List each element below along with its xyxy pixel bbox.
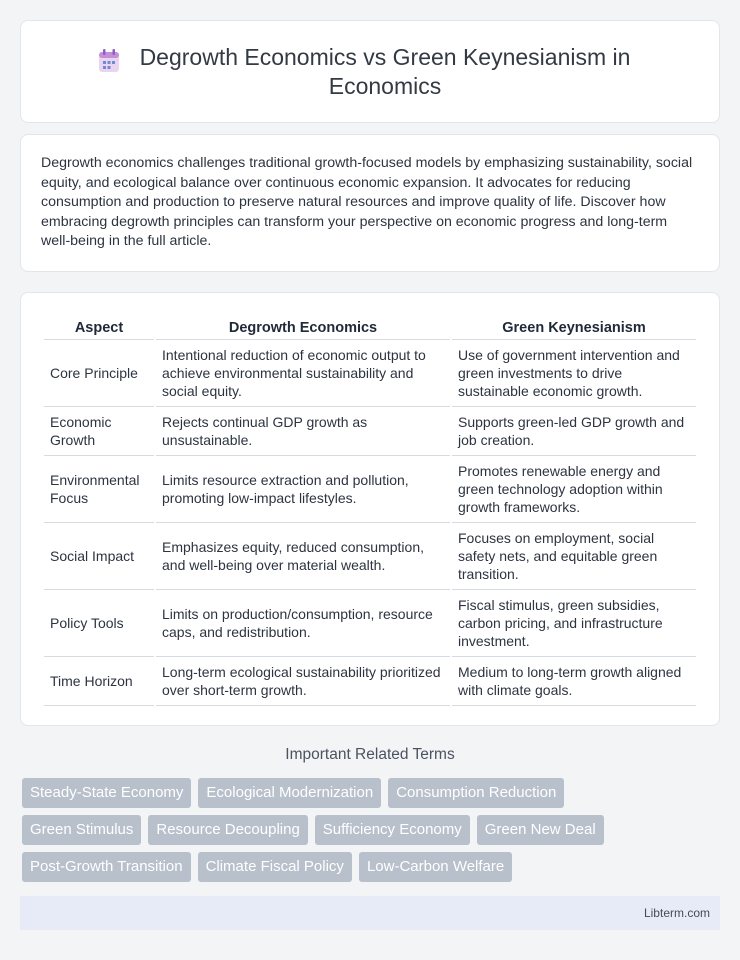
header-degrowth: Degrowth Economics	[156, 312, 450, 340]
tag-ecological-modernization[interactable]: Ecological Modernization	[198, 778, 381, 808]
row-aspect: Economic Growth	[44, 407, 154, 456]
row-degrowth: Emphasizes equity, reduced consumption, and well-being over material wealth.	[156, 523, 450, 590]
tag-green-stimulus[interactable]: Green Stimulus	[22, 815, 141, 845]
title-wrap	[21, 43, 719, 101]
row-green-keynesianism: Use of government intervention and green investments to drive sustainable economic growth.	[452, 340, 696, 407]
table-row	[44, 657, 696, 706]
calendar-icon	[97, 48, 121, 74]
table-row	[44, 523, 696, 590]
tag-low-carbon-welfare[interactable]: Low-Carbon Welfare	[359, 852, 512, 882]
header-green-keynesianism: Green Keynesianism	[452, 312, 696, 340]
row-degrowth: Long-term ecological sustainability prioritized over short-term growth.	[156, 657, 450, 706]
row-aspect: Time Horizon	[44, 657, 154, 706]
title-card	[20, 20, 720, 123]
tag-climate-fiscal-policy[interactable]: Climate Fiscal Policy	[198, 852, 352, 882]
row-aspect: Policy Tools	[44, 590, 154, 657]
tag-row	[22, 852, 722, 882]
page-title: Degrowth Economics vs Green Keynesianism in Economics	[139, 44, 631, 99]
comparison-card	[20, 292, 720, 726]
table-row	[44, 340, 696, 407]
tag-sufficiency-economy[interactable]: Sufficiency Economy	[315, 815, 470, 845]
tag-steady-state-economy[interactable]: Steady-State Economy	[22, 778, 191, 808]
footer	[20, 896, 720, 930]
row-green-keynesianism: Medium to long-term growth aligned with climate goals.	[452, 657, 696, 706]
row-aspect: Environmental Focus	[44, 456, 154, 523]
table-row	[44, 407, 696, 456]
row-green-keynesianism: Supports green-led GDP growth and job creation.	[452, 407, 696, 456]
row-degrowth: Limits resource extraction and pollution, promoting low-impact lifestyles.	[156, 456, 450, 523]
footer-site-link[interactable]: Libterm.com	[643, 906, 710, 920]
tag-post-growth-transition[interactable]: Post-Growth Transition	[22, 852, 191, 882]
row-green-keynesianism: Focuses on employment, social safety nets, and equitable green transition.	[452, 523, 696, 590]
intro-paragraph: Degrowth economics challenges traditional growth-focused models by emphasizing sustainability, social equity, and ecological balance over continuous economic expansion. It advocates for reducing consumption and production to preserve natural resources and improve quality of life. Discover how embracing degrowth principles can transform your perspective on economic progress and long-term well-being in the full article.	[41, 155, 693, 249]
row-green-keynesianism: Fiscal stimulus, green subsidies, carbon pricing, and infrastructure investment.	[452, 590, 696, 657]
tag-green-new-deal[interactable]: Green New Deal	[477, 815, 604, 845]
related-terms-heading: Important Related Terms	[285, 746, 455, 763]
row-aspect: Core Principle	[44, 340, 154, 407]
tag-row	[22, 778, 722, 808]
row-green-keynesianism: Promotes renewable energy and green technology adoption within growth frameworks.	[452, 456, 696, 523]
table-header-row	[44, 312, 696, 340]
row-degrowth: Rejects continual GDP growth as unsustainable.	[156, 407, 450, 456]
intro-card	[20, 134, 720, 272]
tag-resource-decoupling[interactable]: Resource Decoupling	[148, 815, 307, 845]
header-aspect: Aspect	[44, 312, 154, 340]
table-row	[44, 456, 696, 523]
tag-row	[22, 815, 722, 845]
row-degrowth: Intentional reduction of economic output to achieve environmental sustainability and social equity.	[156, 340, 450, 407]
related-terms-list	[22, 778, 722, 889]
row-aspect: Social Impact	[44, 523, 154, 590]
table-row	[44, 590, 696, 657]
comparison-table	[42, 312, 698, 706]
row-degrowth: Limits on production/consumption, resource caps, and redistribution.	[156, 590, 450, 657]
tag-consumption-reduction[interactable]: Consumption Reduction	[388, 778, 564, 808]
